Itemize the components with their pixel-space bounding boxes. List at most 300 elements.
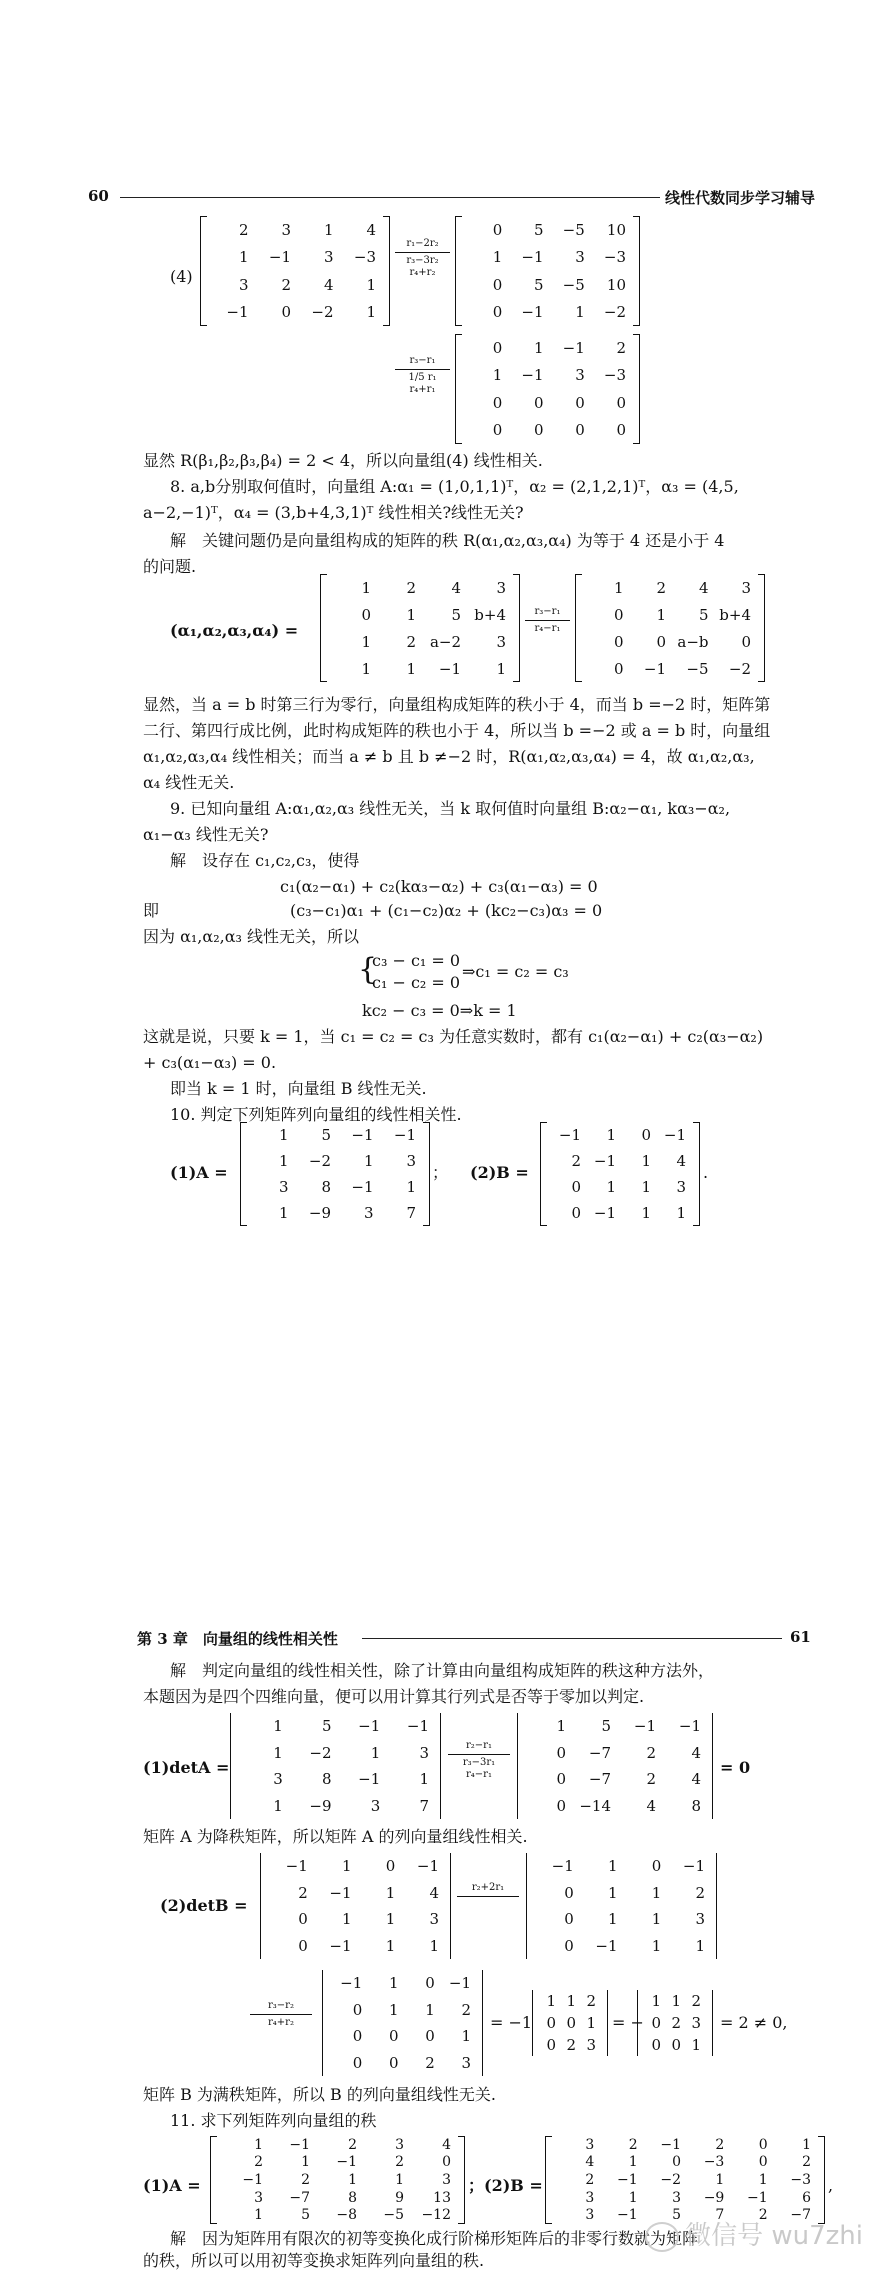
matrix-cell: 2 (586, 1992, 596, 2010)
matrix-cell: 0 (533, 393, 544, 412)
conclusion-8-line2: 二行、第四行成比例，此时构成矩阵的秩也小于 4，所以当 b =−2 或 a = b 时，向量组 (143, 721, 771, 740)
matrix-cell: −14 (579, 1796, 611, 1815)
matrix-cell: −1 (595, 1936, 618, 1955)
matrix-cell: −1 (358, 1717, 381, 1736)
matrix-cell: 3 (695, 1910, 705, 1929)
matrix-cell: a−b (677, 632, 709, 651)
matrix-cell: 4 (698, 578, 709, 597)
matrix-cell: 1 (492, 366, 503, 385)
matrix-cell: 4 (451, 578, 461, 597)
matrix-cell: 0 (575, 393, 585, 412)
matrix-cell: 1 (273, 1717, 283, 1736)
matrix-cell: −1 (329, 1936, 352, 1955)
matrix-cell: −2 (603, 303, 626, 322)
answer-10-line1: 解 判定向量组的线性相关性，除了计算由向量组构成矩阵的秩这种方法外， (170, 1661, 715, 1680)
matrix-cell: 1 (370, 1743, 381, 1762)
q11-A-label: (1)A = (143, 2176, 201, 2195)
chapter-title: 第 3 章 向量组的线性相关性 (137, 1630, 338, 1648)
matrix-cell: 1 (254, 2207, 263, 2224)
matrix-cell: 1 (385, 1910, 396, 1929)
matrix-cell: −2 (660, 2171, 681, 2188)
matrix-cell: 3 (575, 248, 585, 267)
matrix-cell: 1 (607, 1883, 618, 1902)
matrix-cell: 2 (566, 2036, 576, 2054)
answer-9-intro: 解 设存在 c₁,c₂,c₃，使得 (170, 851, 360, 870)
answer-10-line2: 本题因为是四个四维向量，便可以用计算其行列式是否等于零加以判定. (143, 1687, 645, 1706)
conclusion-8-line1: 显然，当 a = b 时第三行为零行，向量组构成矩阵的秩小于 4，而当 b =−2 时，矩阵第 (143, 695, 771, 714)
matrix-cell: 1 (671, 1992, 681, 2010)
matrix-cell: 2 (646, 1743, 656, 1762)
matrix-cell: 0 (758, 2136, 768, 2153)
matrix-cell: −1 (747, 2189, 768, 2206)
matrix-cell: 0 (281, 303, 291, 322)
row-op-text: r₃−3r₁ (462, 1757, 496, 1768)
row-op-text: r₄−r₁ (534, 623, 561, 634)
question-9-line1: 9. 已知向量组 A:α₁,α₂,α₃ 线性无关，当 k 取何值时向量组 B:α₂−α₁, kα₃−α₂, (170, 799, 731, 818)
matrix-cell: 0 (571, 1178, 581, 1196)
matrix-cell: −1 (562, 338, 585, 357)
matrix-cell: 9 (395, 2189, 404, 2206)
matrix-cell: 1 (461, 2027, 471, 2046)
matrix-cell: 1 (691, 2036, 701, 2054)
matrix-cell: −1 (682, 1857, 705, 1876)
matrix-cell: 0 (298, 1910, 308, 1929)
matrix-cell: −1 (289, 2136, 310, 2153)
page-number: 60 (88, 187, 109, 205)
matrix-cell: 1 (607, 1910, 618, 1929)
matrix-cell: −1 (329, 1883, 352, 1902)
matrix-cell: 0 (566, 2014, 576, 2032)
q10-matrix-B (540, 1122, 700, 1226)
matrix-cell: 3 (496, 578, 506, 597)
matrix-cell: 2 (348, 2136, 357, 2153)
matrix-cell: 2 (715, 2136, 725, 2153)
matrix-cell: 1 (715, 2171, 725, 2188)
matrix-cell: 4 (646, 1796, 656, 1815)
matrix-cell: 0 (352, 2053, 363, 2072)
matrix-cell: 2 (238, 220, 249, 239)
matrix-cell: a−2 (429, 632, 461, 651)
matrix-cell: 1 (385, 1936, 396, 1955)
matrix-cell: −9 (308, 1204, 331, 1222)
matrix-cell: 3 (496, 632, 506, 651)
matrix-cell: −1 (358, 1770, 381, 1789)
matrix-cell: 3 (406, 1152, 416, 1170)
matrix-cell: 0 (641, 1126, 651, 1144)
matrix-cell: −1 (521, 303, 544, 322)
matrix-cell: 0 (556, 1770, 566, 1789)
matrix-cell: −3 (603, 366, 626, 385)
matrix-cell: −1 (660, 2136, 681, 2153)
matrix-cell: 1 (301, 2154, 310, 2171)
matrix-cell: 1 (575, 303, 585, 322)
matrix-cell: −3 (703, 2154, 725, 2171)
system-brace: { (358, 952, 378, 987)
matrix-cell: 0 (564, 1883, 574, 1902)
answer-8-line1: 解 关键问题仍是向量组构成的矩阵的秩 R(α₁,α₂,α₃,α₄) 为等于 4 还是小于 4 (170, 531, 725, 550)
matrix-cell: 1 (278, 1152, 289, 1170)
conclusion-8-line4: α₄ 线性无关. (143, 773, 235, 792)
row-op-text: r₄+r₁ (409, 384, 436, 395)
matrix-cell: −1 (340, 1974, 363, 1993)
matrix-cell: −1 (521, 248, 544, 267)
question-9-line2: α₁−α₃ 线性无关? (143, 825, 269, 844)
matrix-cell: −1 (406, 1717, 429, 1736)
matrix-cell: −1 (336, 2154, 357, 2171)
matrix-cell: 2 (406, 578, 416, 597)
matrix-cell: −2 (311, 303, 334, 322)
matrix-cell: −1 (551, 1857, 574, 1876)
matrix-cell: 3 (238, 275, 249, 294)
matrix-cell: 1 (651, 1992, 661, 2010)
matrix-cell: −1 (663, 1126, 686, 1144)
matrix-cell: 7 (406, 1204, 416, 1222)
matrix-cell: −7 (588, 1770, 611, 1789)
matrix-cell: 4 (585, 2154, 595, 2171)
matrix-cell: 3 (323, 248, 334, 267)
matrix-cell: 0 (492, 275, 503, 294)
matrix-cell: −7 (790, 2207, 811, 2224)
answer-9-because: 因为 α₁,α₂,α₃ 线性无关，所以 (143, 927, 360, 946)
matrix-cell: 1 (641, 1204, 651, 1222)
matrix-cell: −1 (393, 1126, 416, 1144)
matrix-4c (455, 334, 640, 444)
matrix-cell: 2 (695, 1883, 705, 1902)
matrix-cell: 2 (656, 578, 666, 597)
matrix-cell: 0 (741, 632, 751, 651)
matrix-cell: 0 (564, 1910, 574, 1929)
matrix-cell: 3 (586, 2036, 596, 2054)
matrix-cell: 1 (758, 2171, 768, 2188)
matrix-cell: 0 (352, 2027, 363, 2046)
matrix-cell: 8 (321, 1178, 331, 1196)
matrix-cell: 1 (566, 1992, 576, 2010)
matrix-cell: 5 (533, 220, 544, 239)
system-eq2: c₁ − c₂ = 0 (372, 973, 461, 992)
q10-separator: ； (432, 1163, 449, 1182)
matrix-cell: 3 (370, 1796, 381, 1815)
matrix-cell: 3 (429, 1910, 439, 1929)
matrix-cell: 2 (628, 2136, 638, 2153)
matrix-cell: 2 (646, 1770, 656, 1789)
matrix-cell: 2 (298, 1883, 308, 1902)
matrix-cell: 1 (429, 1936, 439, 1955)
matrix-cell: −7 (588, 1743, 611, 1762)
row-op-text: r₄+r₂ (409, 267, 436, 278)
matrix-cell: 4 (442, 2136, 451, 2153)
matrix-cell: 0 (546, 2014, 556, 2032)
matrix-cell: 1 (388, 2000, 399, 2019)
row-op-text: r₂+2r₁ (471, 1882, 505, 1893)
matrix-cell: 1 (406, 605, 416, 624)
matrix-cell: 3 (672, 2189, 681, 2206)
matrix-cell: 5 (533, 275, 544, 294)
matrix-cell: 3 (278, 1178, 289, 1196)
matrix-cell: −1 (285, 1857, 308, 1876)
det-A-1 (228, 1713, 443, 1819)
matrix-cell: 2 (671, 2014, 681, 2032)
matrix-cell: 0 (613, 659, 624, 678)
row-op-4a (395, 238, 450, 279)
matrix-cell: 0 (425, 2027, 435, 2046)
q11-matrix-A (210, 2136, 465, 2224)
row-op-text: 1/5 r₁ (408, 372, 437, 383)
matrix-cell: 1 (546, 1992, 556, 2010)
detB4-eq: = − (612, 2013, 644, 2032)
wechat-icon (645, 2222, 679, 2252)
answer-9-c1: 这就是说，只要 k = 1，当 c₁ = c₂ = c₃ 为任意实数时，都有 c₁(α₂−α₁) + c₂(α₃−α₂) (143, 1027, 764, 1046)
matrix-cell: 1 (628, 2189, 638, 2206)
matrix-cell: 5 (451, 605, 461, 624)
answer-9-c3: 即当 k = 1 时，向量组 B 线性无关. (170, 1079, 427, 1098)
matrix-cell: −1 (593, 1204, 616, 1222)
matrix-cell: 2 (395, 2154, 404, 2171)
matrix-cell: 0 (425, 1974, 435, 1993)
matrix-cell: 3 (461, 2053, 471, 2072)
matrix-cell: 0 (298, 1936, 308, 1955)
row-op-detB-1 (457, 1882, 519, 1899)
matrix-cell: b+4 (719, 605, 751, 624)
matrix-cell: 0 (613, 605, 624, 624)
matrix-cell: 0 (385, 1857, 396, 1876)
matrix-8b (575, 574, 765, 682)
matrix-cell: 2 (802, 2154, 811, 2171)
matrix-cell: 0 (616, 421, 626, 440)
matrix-cell: 3 (254, 2189, 263, 2206)
row-op-text: r₃−r₂ (268, 2000, 294, 2011)
matrix-cell: 1 (695, 1936, 705, 1955)
question-8-line1: 8. a,b分别取何值时，向量组 A:α₁ = (1,0,1,1)ᵀ，α₂ = (2,1,2,1)ᵀ，α₃ = (4,5, (170, 477, 739, 496)
matrix-cell: 4 (691, 1770, 701, 1789)
matrix-cell: 0 (556, 1796, 566, 1815)
matrix-cell: −5 (562, 275, 585, 294)
matrix-4a (200, 216, 390, 326)
matrix-cell: 5 (301, 2207, 310, 2224)
matrix-cell: −1 (351, 1178, 374, 1196)
q10-end: . (703, 1163, 709, 1182)
system-eq1: c₃ − c₁ = 0 (372, 951, 461, 970)
matrix-cell: 0 (613, 632, 624, 651)
conclusion-B: 矩阵 B 为满秩矩阵，所以 B 的列向量组线性无关. (143, 2085, 496, 2104)
matrix-cell: −3 (790, 2171, 811, 2188)
matrix-cell: 1 (254, 2136, 263, 2153)
row-op-text: r₃−r₁ (409, 355, 436, 366)
matrix-cell: 0 (352, 2000, 363, 2019)
matrix-cell: 3 (442, 2171, 451, 2188)
matrix-cell: 2 (691, 1992, 701, 2010)
matrix-cell: 3 (585, 2189, 595, 2206)
matrix-cell: 13 (433, 2189, 451, 2206)
q10-A-label: (1)A = (170, 1163, 228, 1182)
matrix-cell: 1 (361, 632, 371, 651)
question-8-line2: a−2,−1)ᵀ，α₄ = (3,b+4,3,1)ᵀ 线性相关?线性无关? (143, 503, 524, 522)
matrix-4b (455, 216, 640, 326)
row-op-text: r₂−r₁ (466, 1740, 492, 1751)
matrix-cell: 0 (651, 2014, 661, 2032)
matrix-cell: 0 (492, 338, 503, 357)
matrix-cell: 4 (676, 1152, 686, 1170)
matrix-cell: 0 (442, 2154, 451, 2171)
q11-matrix-B (545, 2136, 825, 2224)
matrix-cell: 3 (575, 366, 585, 385)
row-op-text: r₄−r₁ (466, 1769, 492, 1780)
system-result: ⇒c₁ = c₂ = c₃ (462, 962, 569, 981)
conclusion-A: 矩阵 A 为降秩矩阵，所以矩阵 A 的列向量组线性相关. (143, 1827, 528, 1846)
matrix-cell: 3 (273, 1770, 283, 1789)
matrix-cell: 0 (388, 2053, 399, 2072)
matrix-cell: 1 (651, 1883, 662, 1902)
det-B-1 (258, 1853, 453, 1959)
matrix-cell: −1 (593, 1152, 616, 1170)
matrix-cell: 5 (321, 1717, 332, 1736)
matrix-cell: 2 (281, 275, 291, 294)
matrix-cell: −2 (728, 659, 751, 678)
matrix-cell: 8 (348, 2189, 357, 2206)
matrix-cell: 2 (571, 1152, 581, 1170)
matrix-cell: −3 (353, 248, 376, 267)
matrix-cell: 8 (321, 1770, 332, 1789)
matrix-cell: 1 (425, 2000, 435, 2019)
matrix-cell: −1 (643, 659, 666, 678)
question-11: 11. 求下列矩阵列向量组的秩 (170, 2111, 377, 2130)
q10-B-label: (2)B = (470, 1163, 529, 1182)
row-op-detA (448, 1740, 510, 1781)
matrix-cell: 0 (492, 393, 503, 412)
row-op-text: r₁−2r₂ (406, 238, 439, 249)
row-op-4b (395, 355, 450, 396)
matrix-cell: 1 (613, 578, 624, 597)
matrix-cell: 5 (698, 605, 709, 624)
det-B-2 (524, 1853, 719, 1959)
matrix-cell: 1 (533, 338, 544, 357)
matrix-cell: 2 (254, 2154, 263, 2171)
matrix-cell: 1 (406, 1178, 416, 1196)
matrix-cell: −7 (289, 2189, 310, 2206)
watermark: 微信号 wu7zhi (645, 2215, 863, 2252)
matrix-cell: 1 (273, 1796, 283, 1815)
matrix-cell: 1 (586, 2014, 596, 2032)
matrix-cell: −2 (309, 1743, 332, 1762)
row-op-detB-2 (250, 2000, 312, 2029)
matrix-cell: 1 (651, 1936, 662, 1955)
matrix-cell: 1 (348, 2171, 357, 2188)
matrix-8a (320, 574, 520, 682)
matrix-cell: 1 (607, 1857, 618, 1876)
matrix-cell: 8 (691, 1796, 701, 1815)
matrix-cell: 3 (363, 1204, 374, 1222)
matrix-cell: 2 (461, 2000, 471, 2019)
detB-label: (2)detB = (160, 1896, 248, 1915)
answer-9-ji: 即 (143, 901, 160, 920)
matrix-cell: 3 (395, 2136, 404, 2153)
det-B-4 (530, 1990, 610, 2056)
matrix-cell: 1 (641, 1178, 651, 1196)
matrix-cell: 1 (238, 248, 249, 267)
part4-label: (4) (170, 267, 193, 286)
matrix-cell: 0 (388, 2027, 399, 2046)
matrix-cell: 3 (585, 2207, 595, 2224)
matrix-cell: 1 (366, 275, 376, 294)
answer-8-line2: 的问题. (143, 557, 197, 576)
system-eq3: kc₂ − c₃ = 0⇒k = 1 (362, 1001, 517, 1020)
matrix-cell: 1 (323, 220, 334, 239)
detB-result: = 2 ≠ 0, (720, 2013, 788, 2032)
matrix-cell: 5 (672, 2207, 681, 2224)
matrix-cell: 1 (385, 1883, 396, 1902)
matrix-cell: −1 (226, 303, 249, 322)
matrix-cell: 1 (341, 1910, 352, 1929)
page-number-2: 61 (790, 1628, 811, 1646)
matrix-cell: 1 (366, 303, 376, 322)
det-B-5 (635, 1990, 715, 2056)
matrix-cell: 3 (676, 1178, 686, 1196)
matrix-cell: 3 (741, 578, 751, 597)
matrix-cell: 1 (278, 1126, 289, 1144)
matrix-cell: 5 (321, 1126, 331, 1144)
matrix-cell: 1 (556, 1717, 566, 1736)
matrix-cell: 4 (429, 1883, 439, 1902)
matrix-cell: 2 (616, 338, 626, 357)
matrix-cell: −1 (558, 1126, 581, 1144)
matrix-cell: 6 (802, 2189, 811, 2206)
matrix-cell: 0 (651, 1857, 662, 1876)
matrix-cell: 2 (301, 2171, 310, 2188)
matrix-cell: 4 (691, 1743, 701, 1762)
matrix-cell: 0 (546, 2036, 556, 2054)
matrix-cell: 0 (575, 421, 585, 440)
matrix-cell: 2 (406, 632, 416, 651)
conclusion-8-line3: α₁,α₂,α₃,α₄ 线性相关；而当 a ≠ b 且 b ≠−2 时，R(α₁,α₂,α₃,α₄) = 4，故 α₁,α₂,α₃, (143, 747, 755, 766)
q10-matrix-A (240, 1122, 430, 1226)
answer-9-eq2: (c₃−c₁)α₁ + (c₁−c₂)α₂ + (kc₂−c₃)α₃ = 0 (290, 901, 603, 920)
det-A-2 (515, 1713, 715, 1819)
row-op-text: r₃−3r₂ (406, 255, 439, 266)
matrix-cell: 5 (601, 1717, 611, 1736)
question-10: 10. 判定下列矩阵列向量组的线性相关性. (170, 1105, 462, 1124)
answer-11-line1: 解 因为矩阵用有限次的初等变换化成行阶梯形矩阵后的非零行数就为矩阵 (170, 2229, 699, 2248)
matrix-cell: 0 (564, 1936, 574, 1955)
matrix-cell: b+4 (474, 605, 506, 624)
answer-9-c2: + c₃(α₁−α₃) = 0. (143, 1053, 277, 1072)
matrix-8-label: (α₁,α₂,α₃,α₄) = (170, 621, 299, 640)
matrix-cell: −1 (242, 2171, 263, 2188)
matrix-cell: 1 (395, 2171, 404, 2188)
matrix-cell: −1 (678, 1717, 701, 1736)
matrix-cell: 1 (628, 2154, 638, 2171)
matrix-cell: 4 (366, 220, 376, 239)
matrix-cell: 1 (341, 1857, 352, 1876)
q11-end: , (828, 2176, 834, 2195)
matrix-cell: −1 (617, 2171, 638, 2188)
detA-result: = 0 (720, 1758, 751, 1777)
matrix-cell: −1 (617, 2207, 638, 2224)
matrix-cell: 0 (533, 421, 544, 440)
row-op-8 (525, 606, 570, 635)
matrix-cell: −1 (351, 1126, 374, 1144)
matrix-cell: 2 (425, 2053, 435, 2072)
answer-9-eq1: c₁(α₂−α₁) + c₂(kα₃−α₂) + c₃(α₁−α₃) = 0 (280, 877, 598, 896)
matrix-cell: 0 (672, 2154, 681, 2171)
matrix-cell: 1 (656, 605, 666, 624)
matrix-cell: 7 (715, 2207, 725, 2224)
matrix-cell: −9 (309, 1796, 332, 1815)
matrix-cell: −8 (336, 2207, 357, 2224)
det-B-3 (320, 1970, 485, 2076)
matrix-cell: 1 (419, 1770, 429, 1789)
matrix-cell: −2 (308, 1152, 331, 1170)
matrix-cell: 1 (406, 659, 416, 678)
matrix-cell: 1 (492, 248, 503, 267)
